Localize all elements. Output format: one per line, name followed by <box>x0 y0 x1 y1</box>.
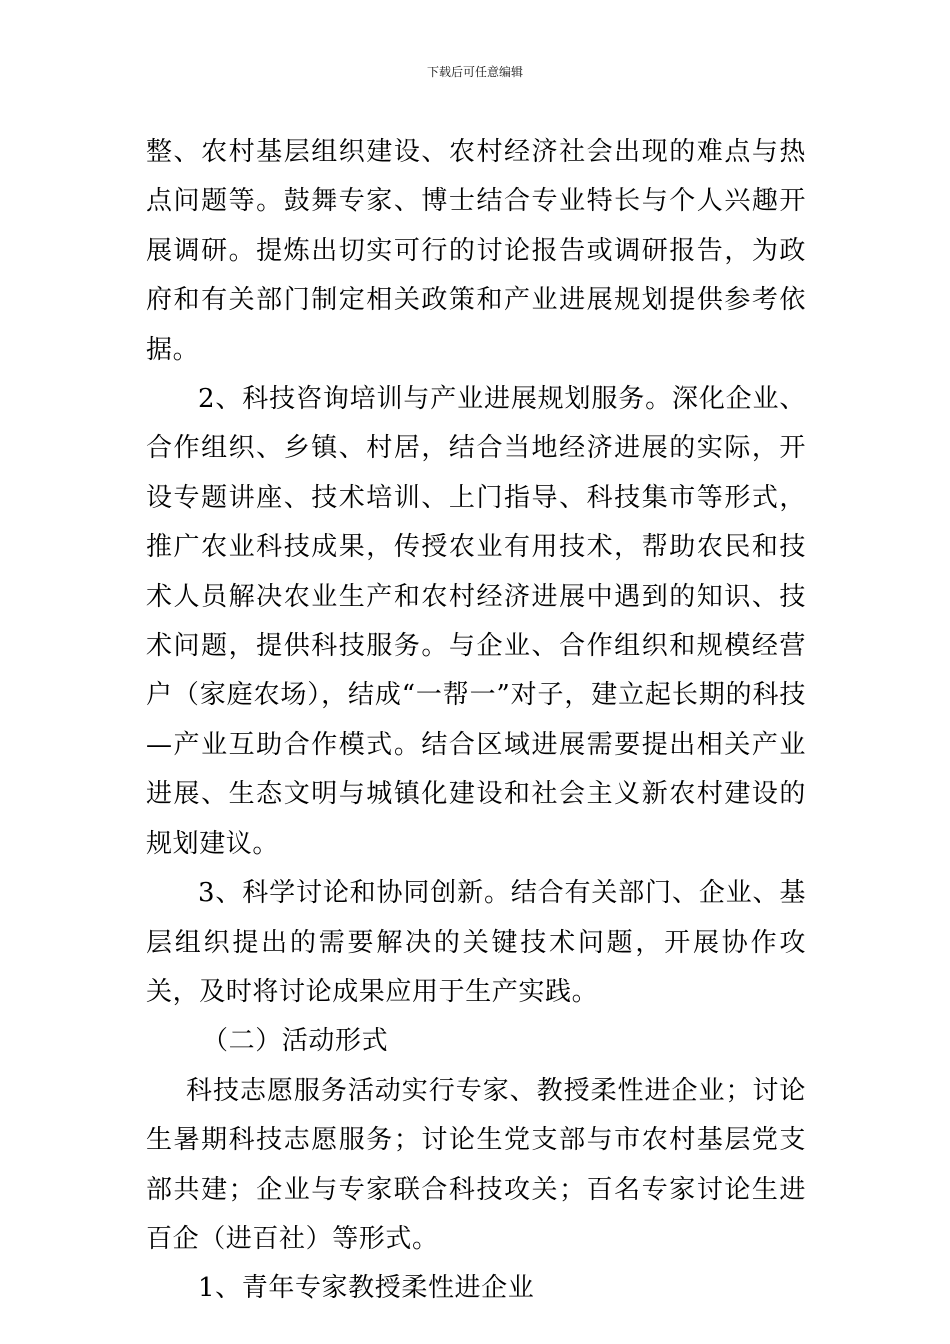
paragraph-continuation: 整、农村基层组织建设、农村经济社会出现的难点与热点问题等。鼓舞专家、博士结合专业特长与个人兴趣开展调研。提炼出切实可行的讨论报告或调研报告，为政府和有关部门制定相关政策和产业进展规划提供参考依据。 <box>146 137 806 365</box>
paragraph-item-3: 3、科学讨论和协同创新。结合有关部门、企业、基层组织提出的需要解决的关键技术问题，开展协作攻关，及时将讨论成果应用于生产实践。 <box>146 878 806 1007</box>
section-heading: （二）活动形式 <box>202 1026 389 1057</box>
page-header: 下载后可任意编辑 <box>426 65 523 79</box>
paragraph-item-2: 2、科技咨询培训与产业进展规划服务。深化企业、合作组织、乡镇、村居，结合当地经济进展的实际，开设专题讲座、技术培训、上门指导、科技集市等形式，推广农业科技成果，传授农业有用技术，帮助农民和技术人员解决农业生产和农村经济进展中遇到的知识、技术问题，提供科技服务。与企业、合作组织和规模经营户（家庭农场），结成“一帮一”对子，建立起长期的科技—产业互助合作模式。结合区域进展需要提出相关产业进展、生态文明与城镇化建设和社会主义新农村建设的规划建议。 <box>146 384 806 859</box>
paragraph-activity-forms: 科技志愿服务活动实行专家、教授柔性进企业；讨论生暑期科技志愿服务；讨论生党支部与市农村基层党支部共建；企业与专家联合科技攻关；百名专家讨论生进百企（进百社）等形式。 <box>146 1075 806 1254</box>
document-body <box>146 128 806 1314</box>
subsection-heading: 1、青年专家教授柔性进企业 <box>198 1273 535 1304</box>
